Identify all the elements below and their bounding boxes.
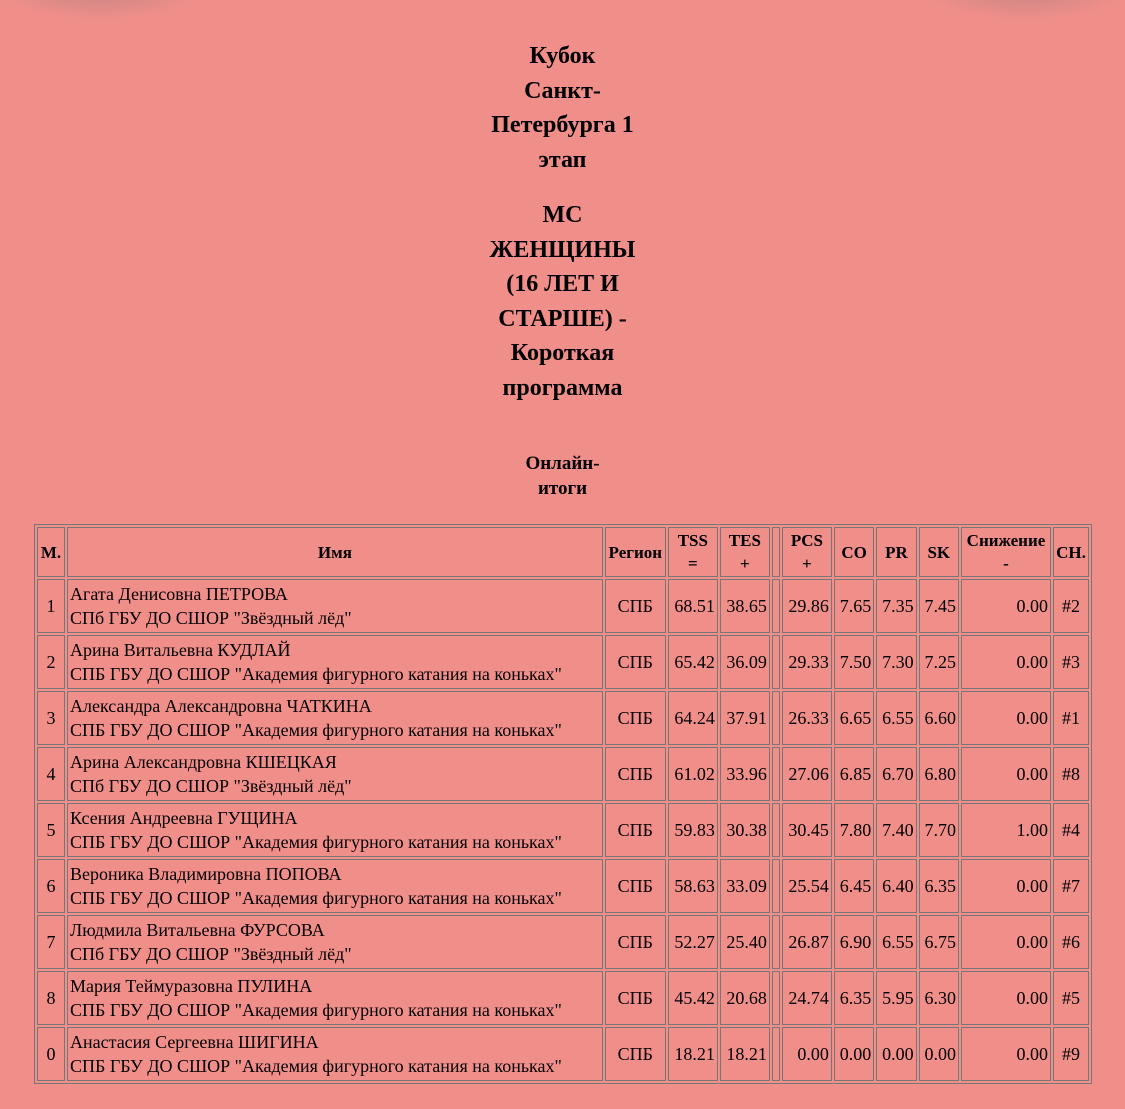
cell-place: 7 [37,915,65,969]
cell-co: 6.65 [834,691,874,745]
cell-skater [67,803,603,857]
header-start: СН. [1053,527,1089,577]
cell-region: СПБ [605,859,666,913]
header-pcs-symbol: + [802,554,812,573]
cell-place: 8 [37,971,65,1025]
cell-deduction: 0.00 [961,1027,1051,1081]
event-title-line: этап [538,146,587,173]
cell-tss: 59.83 [668,803,718,857]
cell-pcs: 25.54 [782,859,832,913]
cell-start: #5 [1053,971,1089,1025]
cell-co: 6.35 [834,971,874,1025]
skater-name: Агата Денисовна ПЕТРОВА [70,584,288,604]
cell-tes: 33.09 [720,859,770,913]
skater-name: Мария Теймуразовна ПУЛИНА [70,976,313,996]
header-tss-symbol: = [687,554,698,573]
cell-pcs: 24.74 [782,971,832,1025]
cell-place: 1 [37,579,65,633]
skater-name: Вероника Владимировна ПОПОВА [70,864,342,884]
skater-name: Анастасия Сергеевна ШИГИНА [70,1032,319,1052]
header-tss [668,527,718,577]
header-pr: PR [876,527,916,577]
cell-start: #7 [1053,859,1089,913]
cell-skater [67,859,603,913]
subtitle-line: итоги [537,478,588,499]
cell-sk: 0.00 [919,1027,959,1081]
skater-club: СПБ ГБУ ДО СШОР "Академия фигурного катания на коньках" [70,720,562,740]
cell-tes: 25.40 [720,915,770,969]
cell-sk: 6.35 [919,859,959,913]
cell-skater [67,635,603,689]
top-right-shadow [925,0,1125,20]
cell-start: #9 [1053,1027,1089,1081]
cell-tss: 58.63 [668,859,718,913]
cell-region: СПБ [605,1027,666,1081]
cell-co: 7.65 [834,579,874,633]
category-title-line: МС [542,202,583,228]
cell-tss: 18.21 [668,1027,718,1081]
cell-start: #6 [1053,915,1089,969]
skater-club: СПб ГБУ ДО СШОР "Звёздный лёд" [70,608,352,628]
cell-tss: 64.24 [668,691,718,745]
cell-tes: 33.96 [720,747,770,801]
cell-skater [67,691,603,745]
header-name: Имя [67,527,603,577]
cell-gap [772,1027,780,1081]
cell-start: #8 [1053,747,1089,801]
skater-name: Арина Витальевна КУДЛАЙ [70,640,291,660]
cell-co: 6.90 [834,915,874,969]
cell-tss: 61.02 [668,747,718,801]
cell-deduction: 0.00 [961,747,1051,801]
cell-sk: 6.30 [919,971,959,1025]
header-place: М. [37,527,65,577]
cell-place: 0 [37,1027,65,1081]
cell-pcs: 26.33 [782,691,832,745]
cell-start: #2 [1053,579,1089,633]
table-header-row [37,527,1089,577]
cell-sk: 6.60 [919,691,959,745]
cell-pr: 7.30 [876,635,916,689]
cell-gap [772,915,780,969]
header-pcs [782,527,832,577]
event-title-line: Кубок [529,43,596,69]
header-tes [720,527,770,577]
cell-deduction: 0.00 [961,579,1051,633]
cell-gap [772,803,780,857]
cell-region: СПБ [605,803,666,857]
cell-co: 7.80 [834,803,874,857]
cell-pr: 6.40 [876,859,916,913]
cell-sk: 6.75 [919,915,959,969]
cell-place: 3 [37,691,65,745]
category-title [0,198,1125,405]
category-title-line: ЖЕНЩИНЫ [489,236,636,263]
cell-pcs: 29.86 [782,579,832,633]
cell-sk: 7.45 [919,579,959,633]
cell-pr: 0.00 [876,1027,916,1081]
cell-region: СПБ [605,691,666,745]
cell-start: #3 [1053,635,1089,689]
cell-deduction: 1.00 [961,803,1051,857]
cell-sk: 6.80 [919,747,959,801]
cell-pr: 6.55 [876,691,916,745]
header-pcs-line: PCS [790,531,823,550]
cell-tes: 36.09 [720,635,770,689]
header-tes-line: TES [728,531,761,550]
category-title-line: программа [502,374,623,401]
table-row [37,579,1089,633]
event-title-line: Санкт- [524,77,601,104]
cell-tss: 65.42 [668,635,718,689]
cell-pcs: 29.33 [782,635,832,689]
subtitle-line: Онлайн- [525,453,600,474]
cell-co: 6.85 [834,747,874,801]
cell-pcs: 26.87 [782,915,832,969]
table-row [37,859,1089,913]
skater-club: СПБ ГБУ ДО СШОР "Академия фигурного катания на коньках" [70,888,562,908]
cell-tes: 38.65 [720,579,770,633]
cell-deduction: 0.00 [961,635,1051,689]
header-region: Регион [605,527,666,577]
header-gap [772,527,780,577]
cell-tes: 18.21 [720,1027,770,1081]
table-row [37,691,1089,745]
cell-pr: 5.95 [876,971,916,1025]
cell-pr: 7.40 [876,803,916,857]
cell-start: #4 [1053,803,1089,857]
cell-tes: 20.68 [720,971,770,1025]
table-row [37,971,1089,1025]
cell-gap [772,747,780,801]
cell-co: 7.50 [834,635,874,689]
table-row [37,635,1089,689]
skater-name: Людмила Витальевна ФУРСОВА [70,920,325,940]
header-co: CO [834,527,874,577]
table-row [37,803,1089,857]
cell-pr: 6.70 [876,747,916,801]
cell-co: 6.45 [834,859,874,913]
cell-pr: 6.55 [876,915,916,969]
skater-club: СПБ ГБУ ДО СШОР "Академия фигурного катания на коньках" [70,664,562,684]
cell-deduction: 0.00 [961,915,1051,969]
cell-skater [67,747,603,801]
header-tes-symbol: + [740,554,750,573]
cell-region: СПБ [605,635,666,689]
header-deduction [961,527,1051,577]
cell-region: СПБ [605,971,666,1025]
category-title-line: Короткая [510,340,615,366]
cell-gap [772,635,780,689]
cell-pr: 7.35 [876,579,916,633]
skater-name: Арина Александровна КШЕЦКАЯ [70,752,337,772]
cell-tes: 30.38 [720,803,770,857]
table-row [37,747,1089,801]
cell-region: СПБ [605,747,666,801]
cell-place: 4 [37,747,65,801]
cell-deduction: 0.00 [961,691,1051,745]
cell-place: 5 [37,803,65,857]
cell-pcs: 27.06 [782,747,832,801]
cell-start: #1 [1053,691,1089,745]
results-subtitle [0,447,1125,497]
event-title-line: Петербурга 1 [491,112,634,138]
cell-tss: 45.42 [668,971,718,1025]
cell-region: СПБ [605,579,666,633]
table-row [37,1027,1089,1081]
cell-gap [772,971,780,1025]
cell-tss: 52.27 [668,915,718,969]
results-table [34,524,1092,1084]
cell-gap [772,579,780,633]
skater-name: Александра Александровна ЧАТКИНА [70,696,372,716]
cell-region: СПБ [605,915,666,969]
cell-skater [67,1027,603,1081]
cell-skater [67,915,603,969]
cell-place: 2 [37,635,65,689]
header-deduction-line: Снижение [966,531,1046,550]
category-title-line: СТАРШЕ) - [498,305,627,332]
top-left-shadow [0,0,200,20]
cell-skater [67,971,603,1025]
cell-place: 6 [37,859,65,913]
cell-gap [772,691,780,745]
cell-sk: 7.25 [919,635,959,689]
skater-club: СПб ГБУ ДО СШОР "Звёздный лёд" [70,944,352,964]
cell-skater [67,579,603,633]
header-tss-line: TSS [677,531,708,550]
skater-club: СПБ ГБУ ДО СШОР "Академия фигурного катания на коньках" [70,832,562,852]
cell-pcs: 30.45 [782,803,832,857]
category-title-line: (16 ЛЕТ И [506,271,619,297]
cell-deduction: 0.00 [961,859,1051,913]
cell-co: 0.00 [834,1027,874,1081]
header-deduction-symbol: - [1003,554,1009,573]
skater-club: СПБ ГБУ ДО СШОР "Академия фигурного катания на коньках" [70,1000,562,1020]
cell-sk: 7.70 [919,803,959,857]
cell-tss: 68.51 [668,579,718,633]
skater-club: СПБ ГБУ ДО СШОР "Академия фигурного катания на коньках" [70,1056,562,1076]
table-row [37,915,1089,969]
event-title [0,39,1125,177]
cell-gap [772,859,780,913]
skater-club: СПб ГБУ ДО СШОР "Звёздный лёд" [70,776,352,796]
cell-tes: 37.91 [720,691,770,745]
header-sk: SK [919,527,959,577]
cell-deduction: 0.00 [961,971,1051,1025]
cell-pcs: 0.00 [782,1027,832,1081]
skater-name: Ксения Андреевна ГУЩИНА [70,808,298,828]
